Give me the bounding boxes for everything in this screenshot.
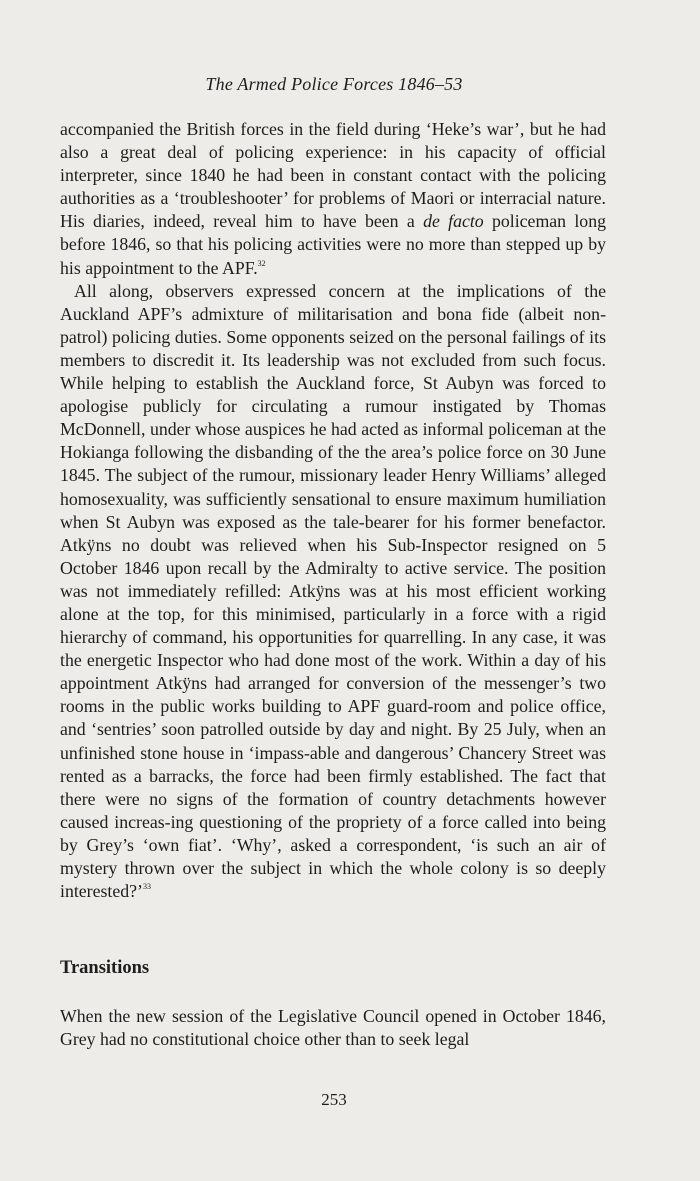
paragraph [60, 280, 606, 904]
paragraph: When the new session of the Legislative Council opened in October 1846, Grey had no constitutional choice other than to seek legal [60, 1006, 606, 1050]
footnote-marker: 32 [257, 258, 266, 268]
running-head: The Armed Police Forces 1846–53 [205, 74, 463, 94]
section-heading: Transitions [60, 958, 150, 978]
body-text [60, 118, 606, 903]
paragraph-text: All along, observers expressed concern at the implications of the Auckland APF’s admixture of militarisation and bona fide (albeit non-patrol) policing duties. Some opponents seized on the personal failings of its members to discredit it. Its leadership was not excluded from such focus. While helping to establish the Auckland force, St Aubyn was forced to apologise publicly for circulating a rumour instigated by Thomas McDonnell, under whose auspices he had acted as informal policeman at the Hokianga following the disbanding of the the area’s police force on 30 June 1845. The subject of the rumour, missionary leader Henry Williams’ alleged homosexuality, was sufficiently sensational to ensure maximum humiliation when St Aubyn was exposed as the tale-bearer for his former benefactor. Atkÿns no doubt was relieved when his Sub-Inspector resigned on 5 October 1846 upon recall by the Admiralty to active service. The position was not immediately refilled: Atkÿns was at his most efficient working alone at the top, for this minimised, particularly in a force with a rigid hierarchy of command, his opportunities for quarrelling. In any case, it was the energetic Inspector who had done most of the work. Within a day of his appointment Atkÿns had arranged for conversion of the messenger’s two rooms in the public works building to APF guard-room and police office, and ‘sentries’ soon patrolled outside by day and night. By 25 July, when an unfinished stone house in ‘impass-able and dangerous’ Chancery Street was rented as a barracks, the force had been firmly established. The fact that there were no signs of the formation of country detachments however caused increas-ing questioning of the propriety of a force called into being by Grey’s ‘own fiat’. ‘Why’, asked a correspondent, ‘is such an air of mystery thrown over the subject in which the whole colony is so deeply interested?’ [60, 280, 606, 902]
paragraph-text: policeman long before 1846, so that his policing activities were no more than stepped up by his appointment to the APF. [60, 211, 606, 278]
page-number: 253 [321, 1090, 347, 1109]
paragraph-text: accompanied the British forces in the field during ‘Heke’s war’, but he had also a great deal of policing experience: in his capacity of official interpreter, since 1840 he had been in constant contact with the policing authorities as a ‘troubleshooter’ for problems of Maori or interracial nature. His diaries, indeed, reveal him to have been a [60, 119, 606, 232]
emphasis-text: de facto [423, 211, 484, 232]
paragraph [60, 118, 606, 280]
footnote-marker: 33 [142, 882, 151, 892]
